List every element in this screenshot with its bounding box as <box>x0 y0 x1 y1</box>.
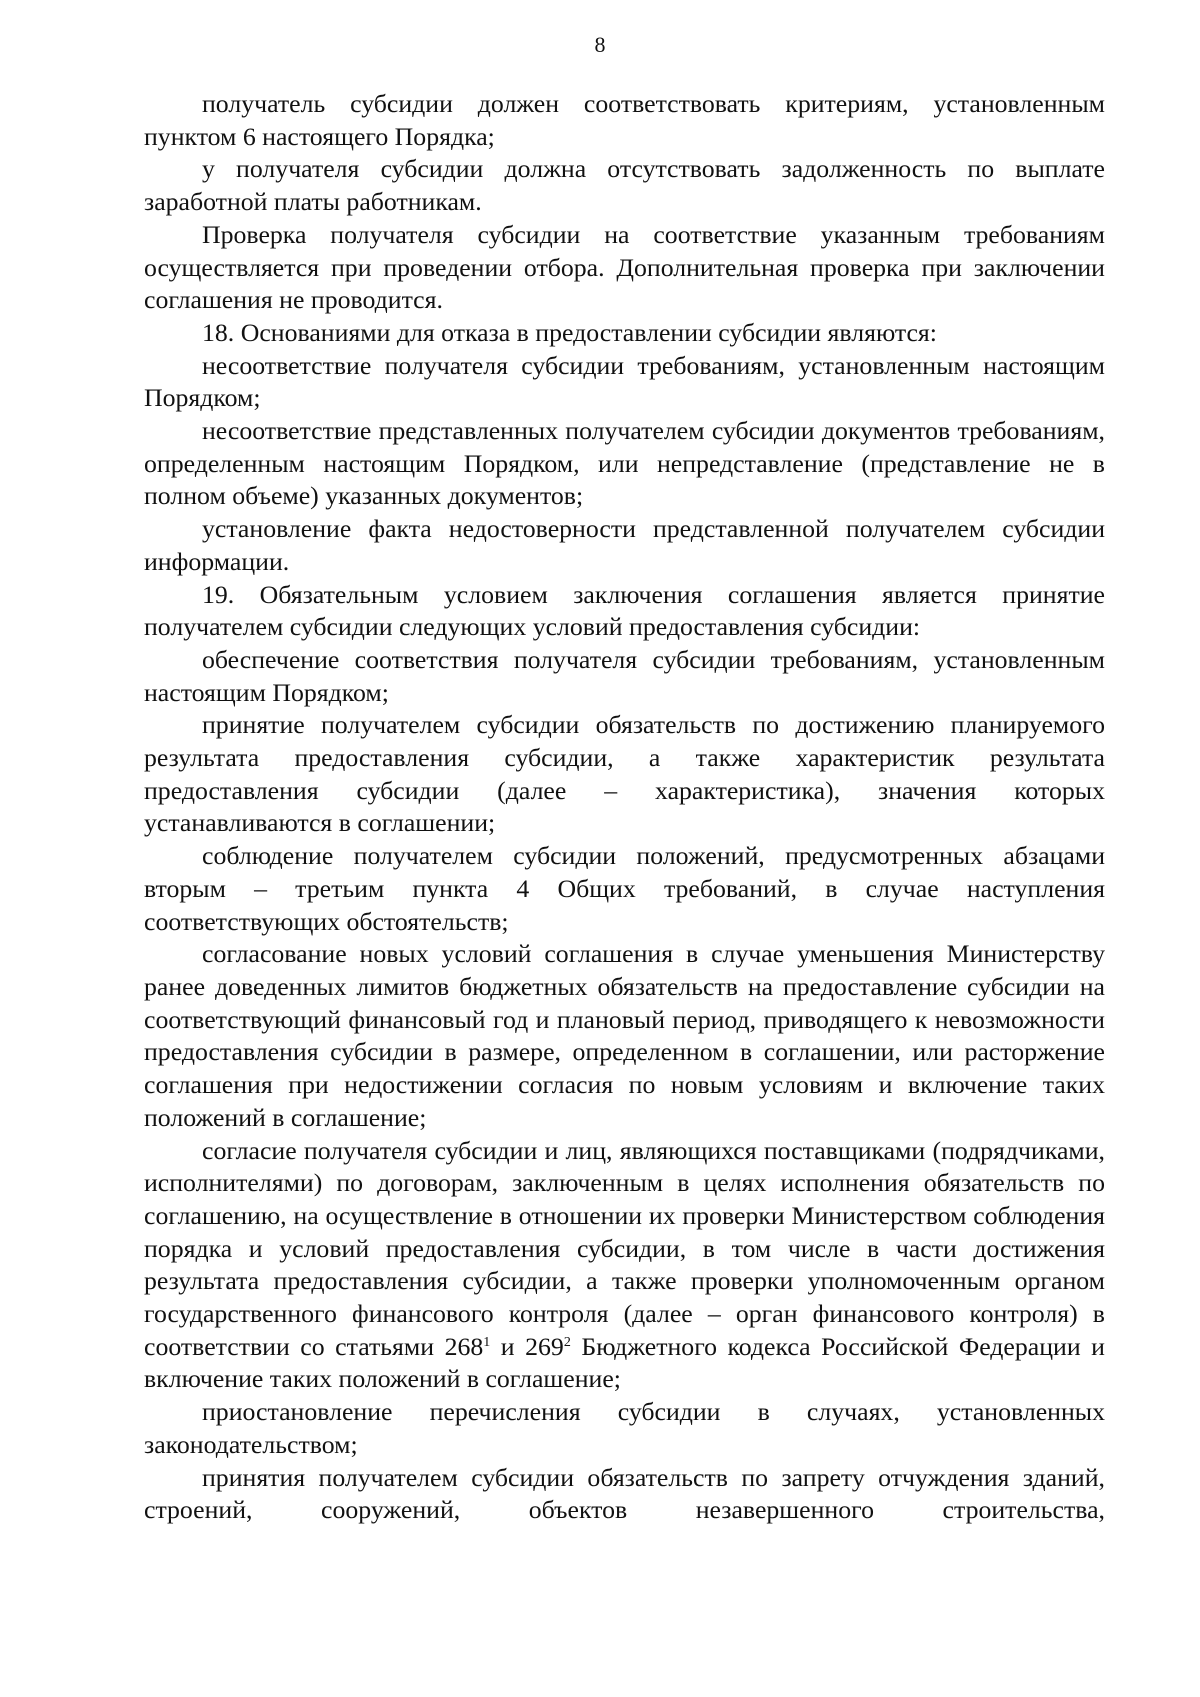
paragraph-text: Бюджетного кодекса Российской Федерации и включение таких положений в соглашение; <box>144 1331 1105 1394</box>
paragraph: у получателя субсидии должна отсутствовать задолженность по выплате заработной платы работникам. <box>144 154 1105 217</box>
section-heading-19: 19. Обязательным условием заключения соглашения является принятие получателем субсидии следующих условий предоставления субсидии: <box>144 579 1105 642</box>
paragraph: обеспечение соответствия получателя субсидии требованиям, установленным настоящим Порядком; <box>144 644 1105 707</box>
page-number: 8 <box>594 32 606 57</box>
paragraph: несоответствие представленных получателем субсидии документов требованиям, определенным настоящим Порядком, или непредставление (представление не в полном объеме) указанных документов; <box>144 416 1105 511</box>
document-body <box>144 88 1105 1527</box>
paragraph-with-superscripts <box>144 1135 1105 1397</box>
paragraph: согласование новых условий соглашения в случае уменьшения Министерству ранее доведенных лимитов бюджетных обязательств на предоставление субсидии на соответствующий финансовый год и плановый период, приводящего к невозможности предоставления субсидии в размере, определенном в соглашении, или расторжение соглашения при недостижении согласия по новым условиям и включение таких положений в соглашение; <box>144 939 1105 1132</box>
paragraph: Проверка получателя субсидии на соответствие указанным требованиям осуществляется при проведении отбора. Дополнительная проверка при заключении соглашения не проводится. <box>144 219 1105 315</box>
paragraph: несоответствие получателя субсидии требованиям, установленным настоящим Порядком; <box>144 350 1105 413</box>
paragraph: получатель субсидии должен соответствовать критериям, установленным пунктом 6 настоящего Порядка; <box>144 89 1105 151</box>
superscript: 1 <box>483 1334 491 1350</box>
superscript: 2 <box>563 1334 571 1350</box>
paragraph-text: согласие получателя субсидии и лиц, являющихся поставщиками (подрядчиками, исполнителями) по договорам, заключенным в целях исполнения обязательств по соглашению, на осуществление в отношении их проверки Министерством соблюдения порядка и условий предоставления субсидии, в том числе в части достижения результата предоставления субсидии, а также проверки уполномоченным органом государственного финансового контроля (далее – орган финансового контроля) в соответствии со статьями 268 <box>144 1135 1105 1361</box>
paragraph: приостановление перечисления субсидии в случаях, установленных законодательством; <box>144 1397 1105 1459</box>
paragraph: принятия получателем субсидии обязательств по запрету отчуждения зданий, строений, сооружений, объектов незавершенного строительства, <box>144 1462 1105 1525</box>
paragraph: установление факта недостоверности представленной получателем субсидии информации. <box>144 514 1105 576</box>
paragraph-text: и 269 <box>490 1331 564 1361</box>
paragraph: принятие получателем субсидии обязательств по достижению планируемого результата предоставления субсидии, а также характеристик результата предоставления субсидии (далее – характеристика), значения которых устанавливаются в соглашении; <box>144 710 1105 838</box>
paragraph: соблюдение получателем субсидии положений, предусмотренных абзацами вторым – третьим пункта 4 Общих требований, в случае наступления соответствующих обстоятельств; <box>144 841 1105 936</box>
section-heading-18: 18. Основаниями для отказа в предоставлении субсидии являются: <box>202 317 937 347</box>
